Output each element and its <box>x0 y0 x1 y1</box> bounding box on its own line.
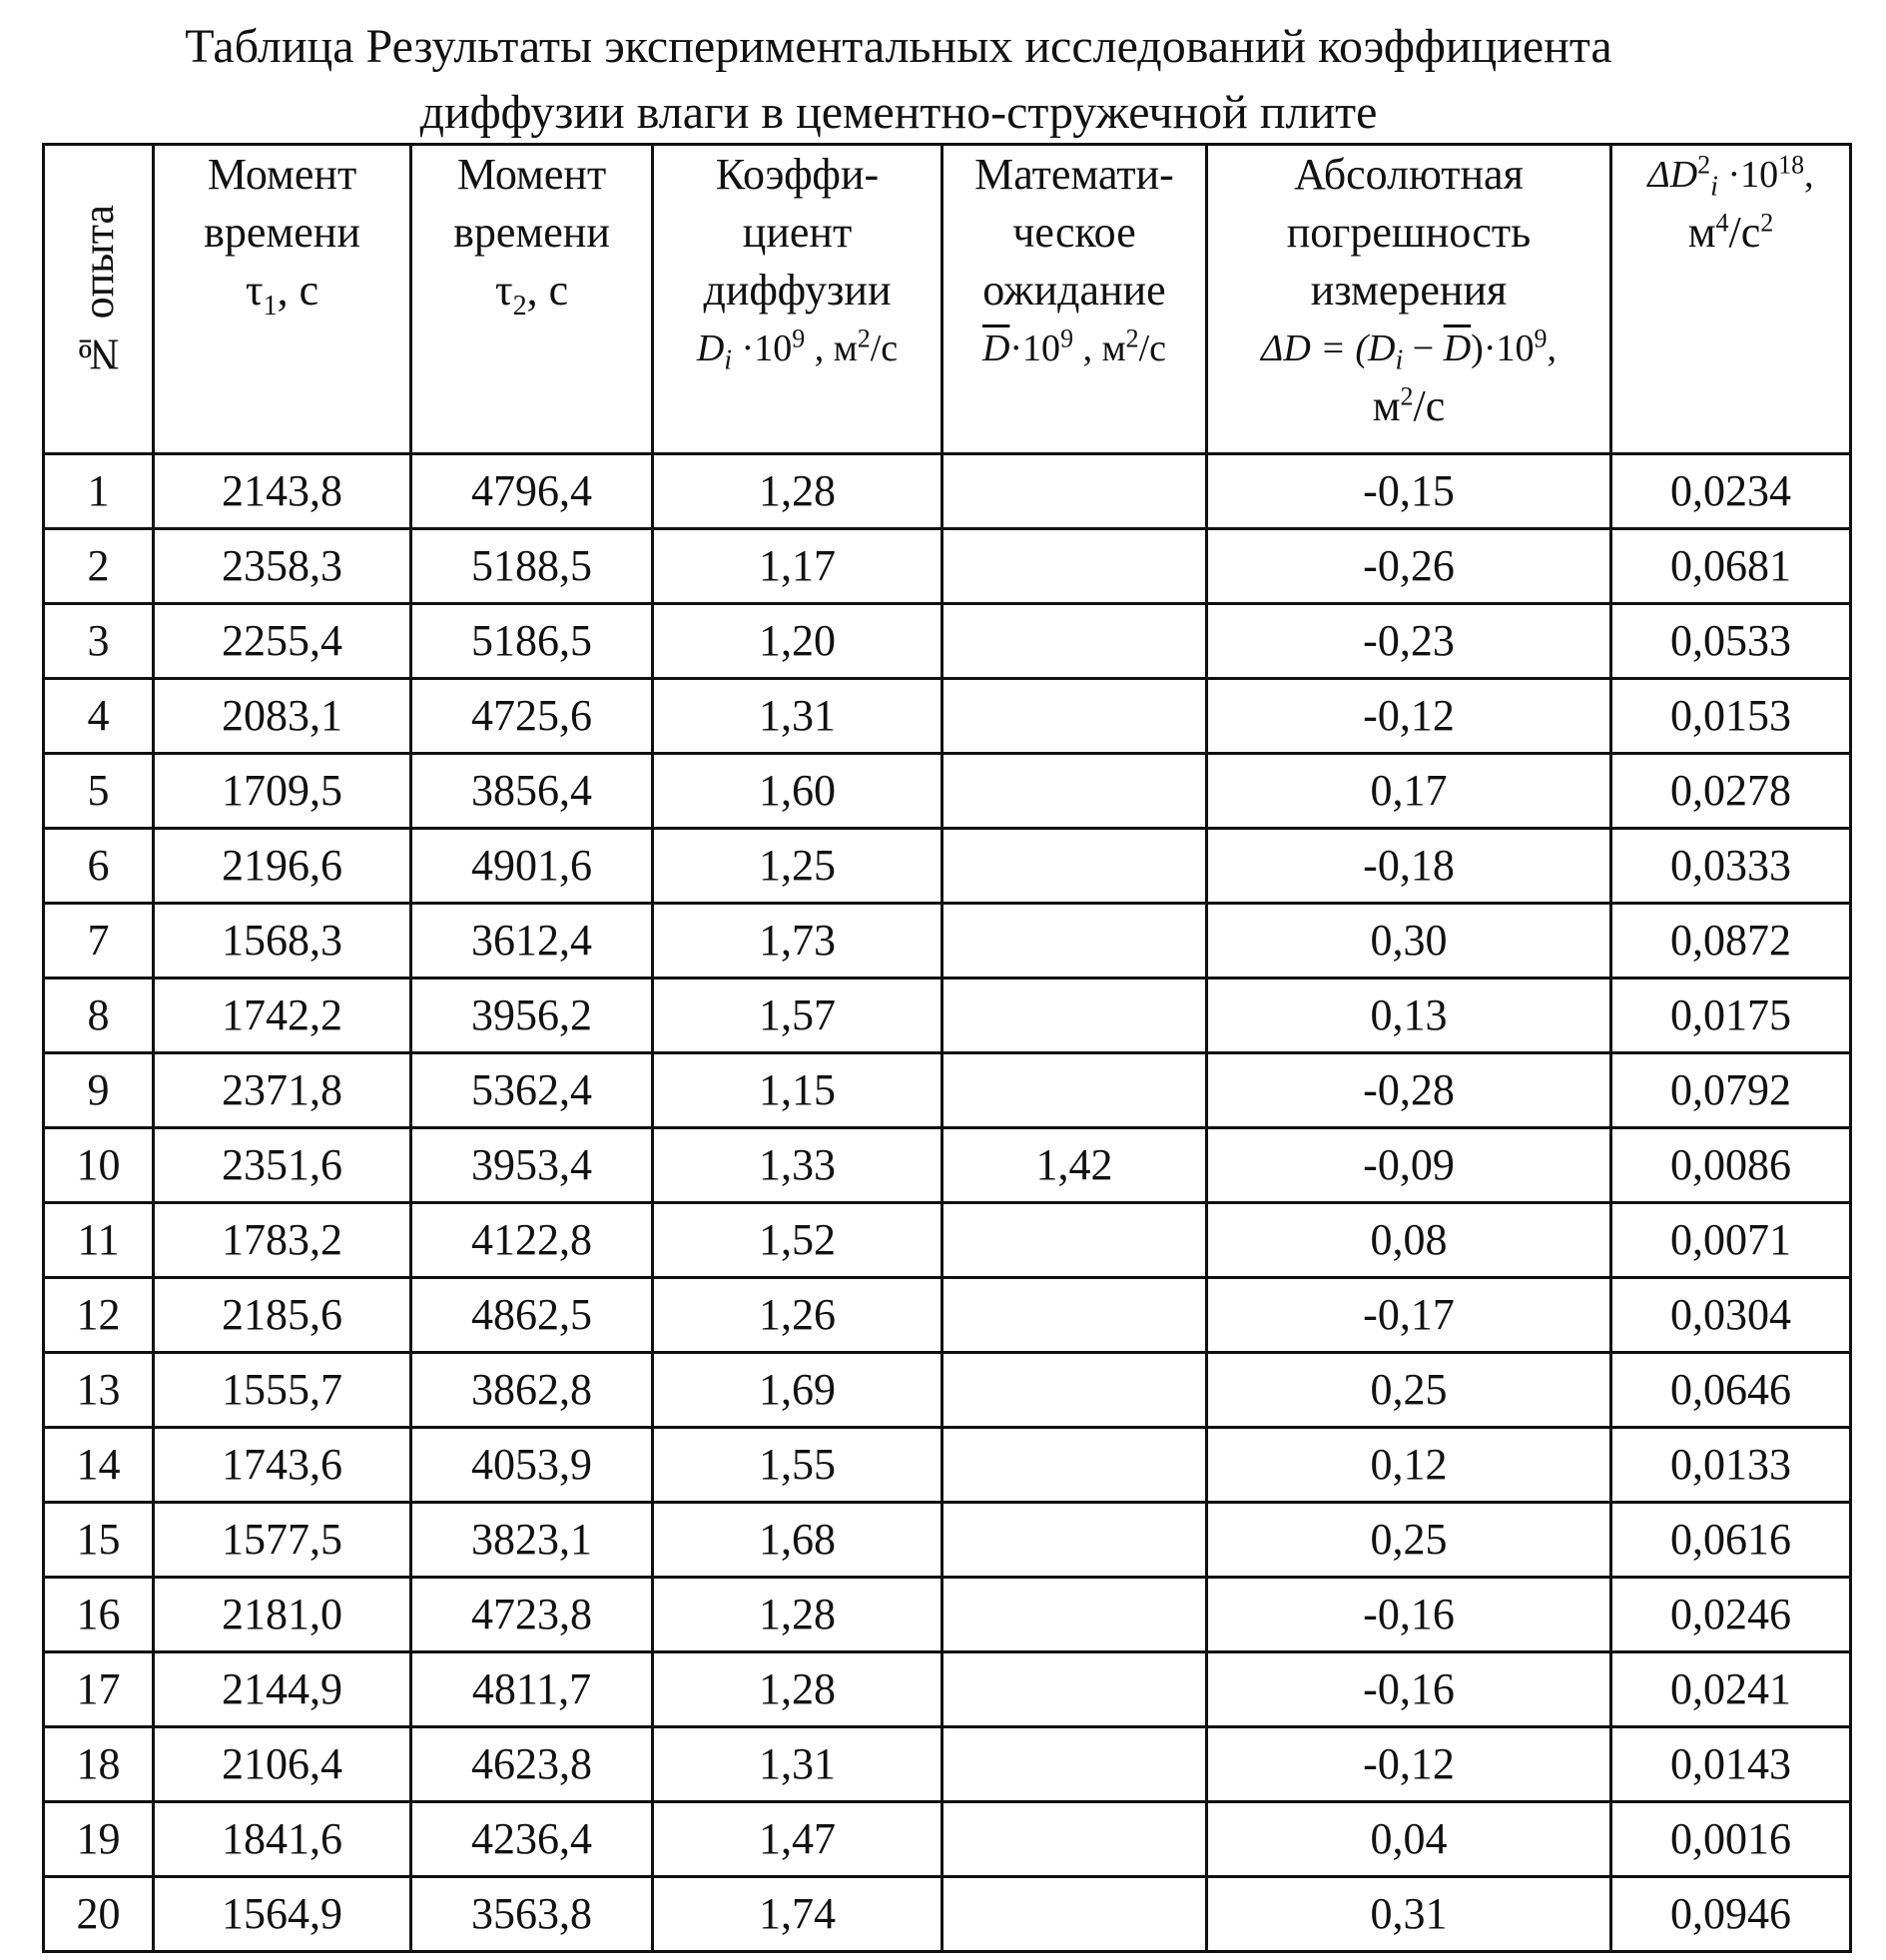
cell-squared-error: 0,0153 <box>1611 679 1851 754</box>
header-mean-formula <box>943 320 1205 377</box>
cell-time-t1: 2143,8 <box>154 454 411 529</box>
cell-expected-value <box>943 679 1207 754</box>
cell-number: 16 <box>44 1578 154 1652</box>
cell-time-t2: 3953,4 <box>411 1128 653 1203</box>
cell-number: 8 <box>44 979 154 1053</box>
cell-number: 3 <box>44 604 154 679</box>
cell-absolute-error: 0,25 <box>1207 1503 1611 1578</box>
cell-absolute-error: 0,08 <box>1207 1203 1611 1278</box>
cell-expected-value <box>943 1578 1207 1652</box>
table-title <box>0 14 1797 146</box>
cell-absolute-error: -0,26 <box>1207 529 1611 604</box>
cell-diffusion-coef: 1,25 <box>653 829 943 904</box>
header-mean-mult: ·10 <box>1009 327 1061 369</box>
header-absolute-error <box>1207 145 1611 454</box>
cell-time-t1: 2371,8 <box>154 1053 411 1128</box>
cell-time-t2: 5188,5 <box>411 529 653 604</box>
cell-expected-value <box>943 1353 1207 1428</box>
cell-time-t1: 1841,6 <box>154 1802 411 1877</box>
cell-number: 17 <box>44 1652 154 1727</box>
cell-absolute-error: -0,16 <box>1207 1578 1611 1652</box>
cell-squared-error: 0,0143 <box>1611 1727 1851 1802</box>
cell-diffusion-coef: 1,33 <box>653 1128 943 1203</box>
cell-time-t2: 5362,4 <box>411 1053 653 1128</box>
table-row <box>44 1652 1851 1727</box>
table-row <box>44 1203 1851 1278</box>
cell-time-t1: 2358,3 <box>154 529 411 604</box>
cell-absolute-error: -0,18 <box>1207 829 1611 904</box>
header-sq-formula-b: ·10 <box>1717 154 1779 196</box>
cell-expected-value <box>943 1428 1207 1503</box>
cell-absolute-error: 0,17 <box>1207 754 1611 829</box>
header-t2-line3 <box>412 262 651 320</box>
cell-number: 15 <box>44 1503 154 1578</box>
cell-diffusion-coef: 1,31 <box>653 679 943 754</box>
cell-diffusion-coef: 1,15 <box>653 1053 943 1128</box>
cell-time-t2: 4236,4 <box>411 1802 653 1877</box>
header-mean-exp: 9 <box>1060 324 1074 353</box>
header-abs-unit-b: /с <box>1413 381 1446 430</box>
cell-time-t2: 4862,5 <box>411 1278 653 1353</box>
header-coef-line2: циент <box>742 208 853 257</box>
cell-diffusion-coef: 1,57 <box>653 979 943 1053</box>
cell-expected-value <box>943 1727 1207 1802</box>
cell-time-t2: 4723,8 <box>411 1578 653 1652</box>
cell-expected-value <box>943 904 1207 979</box>
cell-absolute-error: 0,30 <box>1207 904 1611 979</box>
cell-diffusion-coef: 1,17 <box>653 529 943 604</box>
cell-squared-error: 0,0681 <box>1611 529 1851 604</box>
table-row <box>44 1278 1851 1353</box>
table-row <box>44 454 1851 529</box>
cell-time-t1: 2181,0 <box>154 1578 411 1652</box>
cell-time-t2: 4796,4 <box>411 454 653 529</box>
header-t1-symbol: τ <box>245 266 264 315</box>
header-mean-unit-end: /с <box>1138 327 1167 369</box>
header-coef-var-sub: i <box>724 344 733 376</box>
cell-time-t2: 3612,4 <box>411 904 653 979</box>
header-t2-subscript: 2 <box>512 290 527 322</box>
cell-time-t1: 1743,6 <box>154 1428 411 1503</box>
header-abs-formula-sub: i <box>1395 344 1404 376</box>
cell-time-t2: 5186,5 <box>411 604 653 679</box>
cell-diffusion-coef: 1,28 <box>653 1652 943 1727</box>
header-coef-unit-end: /с <box>870 327 899 369</box>
table-row <box>44 1877 1851 1952</box>
header-experiment-number-label: № опыта <box>73 204 123 379</box>
header-mean-unit: , м <box>1073 327 1126 369</box>
cell-absolute-error: 0,13 <box>1207 979 1611 1053</box>
cell-absolute-error: 0,31 <box>1207 1877 1611 1952</box>
header-sq-unit-b: /с <box>1728 208 1761 257</box>
cell-number: 10 <box>44 1128 154 1203</box>
cell-squared-error: 0,0086 <box>1611 1128 1851 1203</box>
header-mean-unit-exp: 2 <box>1125 324 1139 353</box>
cell-squared-error: 0,0533 <box>1611 604 1851 679</box>
header-squared-error <box>1611 145 1851 454</box>
cell-absolute-error: -0,12 <box>1207 679 1611 754</box>
cell-diffusion-coef: 1,68 <box>653 1503 943 1578</box>
cell-absolute-error: 0,12 <box>1207 1428 1611 1503</box>
table-row <box>44 1802 1851 1877</box>
cell-diffusion-coef: 1,73 <box>653 904 943 979</box>
cell-squared-error: 0,0946 <box>1611 1877 1851 1952</box>
cell-time-t1: 2196,6 <box>154 829 411 904</box>
cell-expected-value <box>943 1877 1207 1952</box>
cell-absolute-error: -0,15 <box>1207 454 1611 529</box>
cell-time-t1: 1709,5 <box>154 754 411 829</box>
title-line-1: Таблица Результаты экспериментальных исследований коэффициента <box>185 20 1612 73</box>
header-t1-line3 <box>155 262 409 320</box>
cell-time-t1: 1577,5 <box>154 1503 411 1578</box>
cell-time-t2: 3956,2 <box>411 979 653 1053</box>
cell-expected-value <box>943 1278 1207 1353</box>
header-coef-line1: Коэффи- <box>715 150 880 199</box>
header-sq-formula-sup: 2 <box>1697 150 1711 180</box>
header-abs-line1: Абсолютная <box>1294 150 1524 199</box>
table-row <box>44 1503 1851 1578</box>
table-row <box>44 679 1851 754</box>
header-sq-formula-sub: i <box>1710 171 1718 203</box>
cell-time-t1: 1783,2 <box>154 1203 411 1278</box>
cell-time-t1: 2083,1 <box>154 679 411 754</box>
header-mean-line3: ожидание <box>982 266 1166 315</box>
cell-absolute-error: -0,23 <box>1207 604 1611 679</box>
header-row <box>44 145 1851 454</box>
cell-expected-value <box>943 754 1207 829</box>
cell-time-t1: 1555,7 <box>154 1353 411 1428</box>
header-sq-formula <box>1612 146 1849 204</box>
table-row <box>44 1353 1851 1428</box>
cell-time-t2: 3862,8 <box>411 1353 653 1428</box>
cell-time-t1: 1564,9 <box>154 1877 411 1952</box>
header-coef-unit-exp: 2 <box>857 324 871 353</box>
cell-time-t2: 3823,1 <box>411 1503 653 1578</box>
cell-squared-error: 0,0241 <box>1611 1652 1851 1727</box>
header-sq-formula-end: , <box>1804 154 1814 196</box>
table-row <box>44 1727 1851 1802</box>
cell-number: 9 <box>44 1053 154 1128</box>
cell-number: 4 <box>44 679 154 754</box>
header-sq-formula-exp: 18 <box>1778 150 1805 180</box>
cell-absolute-error: 0,04 <box>1207 1802 1611 1877</box>
header-abs-formula-exp: 9 <box>1534 324 1548 353</box>
header-sq-unit-a: м <box>1687 208 1716 257</box>
cell-time-t1: 2144,9 <box>154 1652 411 1727</box>
cell-squared-error: 0,0646 <box>1611 1353 1851 1428</box>
header-t1-subscript: 1 <box>263 290 278 322</box>
header-mean-line1: Математи- <box>974 150 1174 199</box>
header-mean-line2: ческое <box>1012 208 1136 257</box>
cell-squared-error: 0,0333 <box>1611 829 1851 904</box>
table-row <box>44 829 1851 904</box>
header-t2-unit: , с <box>526 266 569 315</box>
header-experiment-number <box>44 145 154 454</box>
header-abs-line3: измерения <box>1310 266 1508 315</box>
header-t1-line1: Момент <box>207 150 357 199</box>
cell-time-t2: 4901,6 <box>411 829 653 904</box>
cell-expected-value <box>943 1203 1207 1278</box>
header-t2-line1: Момент <box>456 150 607 199</box>
title-line-2: диффузии влаги в цементно-стружечной плите <box>419 86 1378 139</box>
header-sq-unit-exp2: 2 <box>1760 208 1774 238</box>
header-diffusion-coefficient <box>653 145 943 454</box>
cell-number: 7 <box>44 904 154 979</box>
cell-expected-value <box>943 1053 1207 1128</box>
cell-number: 2 <box>44 529 154 604</box>
header-sq-formula-a: ΔD <box>1647 154 1698 196</box>
cell-number: 12 <box>44 1278 154 1353</box>
table-row <box>44 979 1851 1053</box>
header-t2-symbol: τ <box>494 266 513 315</box>
cell-squared-error: 0,0304 <box>1611 1278 1851 1353</box>
table-row <box>44 529 1851 604</box>
cell-diffusion-coef: 1,28 <box>653 1578 943 1652</box>
header-abs-formula-a: ΔD = (D <box>1261 327 1396 369</box>
cell-expected-value: 1,42 <box>943 1128 1207 1203</box>
cell-diffusion-coef: 1,28 <box>653 454 943 529</box>
cell-number: 6 <box>44 829 154 904</box>
header-sq-unit <box>1612 204 1849 262</box>
header-abs-formula-bar: $\overline{D}$ <box>1443 327 1472 369</box>
cell-time-t1: 2351,6 <box>154 1128 411 1203</box>
table-row <box>44 754 1851 829</box>
cell-diffusion-coef: 1,47 <box>653 1802 943 1877</box>
table-row <box>44 1578 1851 1652</box>
cell-expected-value <box>943 1802 1207 1877</box>
results-table <box>42 143 1852 1953</box>
cell-time-t2: 4122,8 <box>411 1203 653 1278</box>
cell-number: 5 <box>44 754 154 829</box>
cell-expected-value <box>943 829 1207 904</box>
cell-squared-error: 0,0278 <box>1611 754 1851 829</box>
header-abs-unit <box>1208 377 1609 435</box>
cell-squared-error: 0,0792 <box>1611 1053 1851 1128</box>
cell-time-t1: 1568,3 <box>154 904 411 979</box>
header-abs-unit-exp: 2 <box>1400 381 1414 411</box>
cell-diffusion-coef: 1,60 <box>653 754 943 829</box>
cell-time-t2: 4811,7 <box>411 1652 653 1727</box>
header-abs-line2: погрешность <box>1286 208 1532 257</box>
cell-time-t2: 4053,9 <box>411 1428 653 1503</box>
cell-time-t1: 2106,4 <box>154 1727 411 1802</box>
cell-number: 18 <box>44 1727 154 1802</box>
table-row <box>44 1428 1851 1503</box>
cell-absolute-error: -0,12 <box>1207 1727 1611 1802</box>
table-row <box>44 904 1851 979</box>
cell-number: 1 <box>44 454 154 529</box>
header-t1-unit: , с <box>277 266 319 315</box>
cell-expected-value <box>943 1503 1207 1578</box>
header-sq-unit-exp1: 4 <box>1715 208 1729 238</box>
cell-time-t2: 3563,8 <box>411 1877 653 1952</box>
cell-squared-error: 0,0175 <box>1611 979 1851 1053</box>
cell-diffusion-coef: 1,52 <box>653 1203 943 1278</box>
header-abs-formula <box>1208 320 1609 377</box>
cell-time-t1: 1742,2 <box>154 979 411 1053</box>
table-body <box>44 454 1851 1952</box>
cell-time-t2: 4725,6 <box>411 679 653 754</box>
cell-expected-value <box>943 454 1207 529</box>
cell-absolute-error: -0,09 <box>1207 1128 1611 1203</box>
cell-time-t2: 4623,8 <box>411 1727 653 1802</box>
cell-diffusion-coef: 1,74 <box>653 1877 943 1952</box>
cell-diffusion-coef: 1,69 <box>653 1353 943 1428</box>
cell-squared-error: 0,0234 <box>1611 454 1851 529</box>
cell-number: 13 <box>44 1353 154 1428</box>
cell-squared-error: 0,0071 <box>1611 1203 1851 1278</box>
cell-time-t1: 2185,6 <box>154 1278 411 1353</box>
header-t1-line2: времени <box>204 208 360 257</box>
header-mean-var: $\overline{D}$ <box>981 327 1010 369</box>
cell-diffusion-coef: 1,31 <box>653 1727 943 1802</box>
header-coef-unit: , м <box>805 327 858 369</box>
cell-absolute-error: -0,28 <box>1207 1053 1611 1128</box>
cell-diffusion-coef: 1,55 <box>653 1428 943 1503</box>
cell-number: 14 <box>44 1428 154 1503</box>
cell-absolute-error: -0,17 <box>1207 1278 1611 1353</box>
cell-squared-error: 0,0246 <box>1611 1578 1851 1652</box>
cell-expected-value <box>943 1652 1207 1727</box>
cell-absolute-error: -0,16 <box>1207 1652 1611 1727</box>
cell-expected-value <box>943 529 1207 604</box>
cell-expected-value <box>943 979 1207 1053</box>
cell-expected-value <box>943 604 1207 679</box>
cell-diffusion-coef: 1,20 <box>653 604 943 679</box>
cell-diffusion-coef: 1,26 <box>653 1278 943 1353</box>
header-coef-exp: 9 <box>792 324 806 353</box>
cell-absolute-error: 0,25 <box>1207 1353 1611 1428</box>
header-coef-mult: ·10 <box>732 327 793 369</box>
header-time-t2 <box>411 145 653 454</box>
table-row <box>44 1128 1851 1203</box>
header-coef-formula <box>654 320 941 377</box>
header-abs-formula-b: − <box>1403 327 1444 369</box>
header-abs-formula-end: , <box>1547 327 1557 369</box>
header-abs-unit-a: м <box>1372 381 1401 430</box>
cell-time-t2: 3856,4 <box>411 754 653 829</box>
table-row <box>44 604 1851 679</box>
cell-number: 11 <box>44 1203 154 1278</box>
cell-squared-error: 0,0133 <box>1611 1428 1851 1503</box>
header-abs-formula-c: )·10 <box>1471 327 1535 369</box>
header-time-t1 <box>154 145 411 454</box>
header-coef-var: D <box>696 327 725 369</box>
cell-time-t1: 2255,4 <box>154 604 411 679</box>
cell-squared-error: 0,0872 <box>1611 904 1851 979</box>
cell-number: 20 <box>44 1877 154 1952</box>
header-coef-line3: диффузии <box>703 266 892 315</box>
cell-number: 19 <box>44 1802 154 1877</box>
cell-squared-error: 0,0616 <box>1611 1503 1851 1578</box>
header-t2-line2: времени <box>453 208 610 257</box>
cell-squared-error: 0,0016 <box>1611 1802 1851 1877</box>
table-row <box>44 1053 1851 1128</box>
header-expected-value <box>943 145 1207 454</box>
